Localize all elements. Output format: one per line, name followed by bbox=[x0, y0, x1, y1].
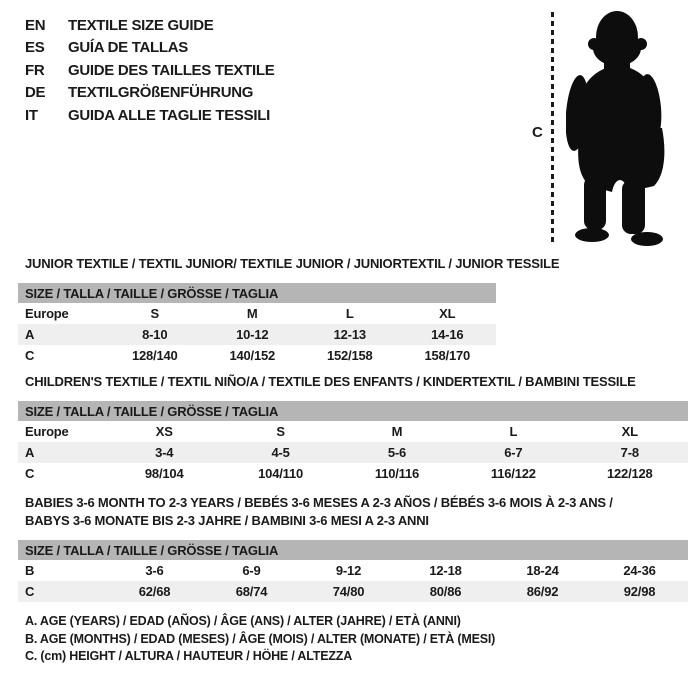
size-cell: 110/116 bbox=[374, 466, 420, 481]
size-cell: 12-13 bbox=[301, 324, 399, 345]
size-cell: 7-8 bbox=[572, 442, 688, 463]
table-section bbox=[18, 255, 560, 366]
height-measure-label: C bbox=[532, 124, 543, 141]
row-label: C bbox=[25, 348, 35, 363]
size-cell: 68/74 bbox=[203, 581, 300, 602]
size-table bbox=[18, 401, 688, 484]
footnote-line: B. AGE (MONTHS) / EDAD (MESES) / ÂGE (MOIS) / ALTER (MONATE) / ETÀ (MESI) bbox=[25, 631, 496, 646]
table-header-row bbox=[18, 401, 688, 421]
size-cell: L bbox=[345, 306, 354, 321]
size-cell: S bbox=[276, 424, 285, 439]
language-row bbox=[25, 14, 274, 37]
table-header-bar: SIZE / TALLA / TAILLE / GRÖSSE / TAGLIA bbox=[18, 283, 496, 303]
size-cell: 104/110 bbox=[258, 466, 304, 481]
size-cell: 24-36 bbox=[623, 563, 656, 578]
size-cell: 14-16 bbox=[399, 324, 497, 345]
size-cell: 6-9 bbox=[242, 563, 261, 578]
language-title: TEXTILE SIZE GUIDE bbox=[68, 16, 214, 34]
toddler-figure bbox=[526, 8, 696, 252]
size-cell: 158/170 bbox=[424, 348, 471, 363]
table-title: JUNIOR TEXTILE / TEXTIL JUNIOR/ TEXTILE JUNIOR / JUNIORTEXTIL / JUNIOR TESSILE bbox=[25, 256, 560, 271]
language-code: ES bbox=[25, 39, 45, 57]
size-cell: 3-6 bbox=[145, 563, 164, 578]
row-label: A bbox=[18, 324, 106, 345]
table-row bbox=[18, 324, 496, 345]
size-cell: 86/92 bbox=[494, 581, 591, 602]
size-cell: XL bbox=[439, 306, 456, 321]
row-label: B bbox=[25, 563, 35, 578]
table-header-bar: SIZE / TALLA / TAILLE / GRÖSSE / TAGLIA bbox=[18, 401, 688, 421]
language-title: GUÍA DE TALLAS bbox=[68, 39, 188, 57]
row-label: C bbox=[25, 466, 35, 481]
language-code: EN bbox=[25, 16, 46, 34]
table-row bbox=[18, 421, 688, 442]
size-cell: 128/140 bbox=[131, 348, 178, 363]
language-title: GUIDE DES TAILLES TEXTILE bbox=[68, 61, 275, 79]
size-cell: 9-12 bbox=[335, 563, 362, 578]
size-cell: XS bbox=[155, 424, 173, 439]
table-row bbox=[18, 442, 688, 463]
size-cell: 10-12 bbox=[204, 324, 302, 345]
table-header-row bbox=[18, 283, 496, 303]
table-row bbox=[18, 463, 688, 484]
language-row bbox=[25, 59, 274, 82]
size-cell: 6-7 bbox=[455, 442, 571, 463]
size-cell: 98/104 bbox=[144, 466, 184, 481]
size-table bbox=[18, 540, 688, 602]
size-cell: S bbox=[150, 306, 159, 321]
size-cell: 5-6 bbox=[339, 442, 455, 463]
size-cell: 116/122 bbox=[490, 466, 536, 481]
language-row bbox=[25, 82, 274, 105]
table-row bbox=[18, 345, 496, 366]
table-header-bar: SIZE / TALLA / TAILLE / GRÖSSE / TAGLIA bbox=[18, 540, 688, 560]
size-cell: XL bbox=[621, 424, 638, 439]
language-code: IT bbox=[25, 106, 38, 124]
table-title: BABYS 3-6 MONATE BIS 2-3 JAHRE / BAMBINI 3-6 MESI A 2-3 ANNI bbox=[25, 513, 429, 528]
row-label: C bbox=[18, 581, 106, 602]
size-cell: 122/128 bbox=[606, 466, 653, 481]
size-cell: M bbox=[391, 424, 403, 439]
language-code: DE bbox=[25, 84, 46, 102]
size-cell: 12-18 bbox=[429, 563, 462, 578]
size-cell: 4-5 bbox=[222, 442, 338, 463]
row-label: Europe bbox=[25, 424, 69, 439]
table-title: BABIES 3-6 MONTH TO 2-3 YEARS / BEBÉS 3-6 MESES A 2-3 AÑOS / BÉBÉS 3-6 MOIS À 2-3 ANS / bbox=[25, 495, 613, 510]
size-cell: 18-24 bbox=[526, 563, 559, 578]
size-cell: 8-10 bbox=[106, 324, 204, 345]
size-cell: M bbox=[246, 306, 258, 321]
language-list bbox=[25, 14, 274, 127]
language-code: FR bbox=[25, 61, 45, 79]
size-cell: 3-4 bbox=[106, 442, 222, 463]
size-cell: 92/98 bbox=[591, 581, 688, 602]
size-cell: 62/68 bbox=[106, 581, 203, 602]
language-title: GUIDA ALLE TAGLIE TESSILI bbox=[68, 106, 270, 124]
size-cell: 74/80 bbox=[300, 581, 397, 602]
table-header-row bbox=[18, 540, 688, 560]
footnote-line: C. (cm) HEIGHT / ALTURA / HAUTEUR / HÖHE / ALTEZZA bbox=[25, 649, 353, 663]
height-measure-dashed-line bbox=[551, 12, 554, 246]
footnote-line: A. AGE (YEARS) / EDAD (AÑOS) / ÂGE (ANS) / ALTER (JAHRE) / ETÀ (ANNI) bbox=[25, 614, 461, 628]
size-cell: 80/86 bbox=[397, 581, 494, 602]
language-row bbox=[25, 37, 274, 60]
footnotes bbox=[25, 613, 495, 666]
row-label: A bbox=[18, 442, 106, 463]
table-title: CHILDREN'S TEXTILE / TEXTIL NIÑO/A / TEXTILE DES ENFANTS / KINDERTEXTIL / BAMBINI TESSILE bbox=[25, 374, 636, 389]
language-row bbox=[25, 104, 274, 127]
table-row bbox=[18, 581, 688, 602]
size-cell: L bbox=[509, 424, 518, 439]
toddler-silhouette-icon bbox=[566, 8, 694, 250]
table-row bbox=[18, 303, 496, 324]
table-row bbox=[18, 560, 688, 581]
size-table bbox=[18, 283, 496, 366]
size-cell: 140/152 bbox=[229, 348, 276, 363]
language-title: TEXTILGRÖßENFÜHRUNG bbox=[68, 84, 254, 102]
row-label: Europe bbox=[25, 306, 69, 321]
table-section bbox=[18, 494, 688, 602]
table-section bbox=[18, 373, 688, 484]
size-cell: 152/158 bbox=[326, 348, 373, 363]
